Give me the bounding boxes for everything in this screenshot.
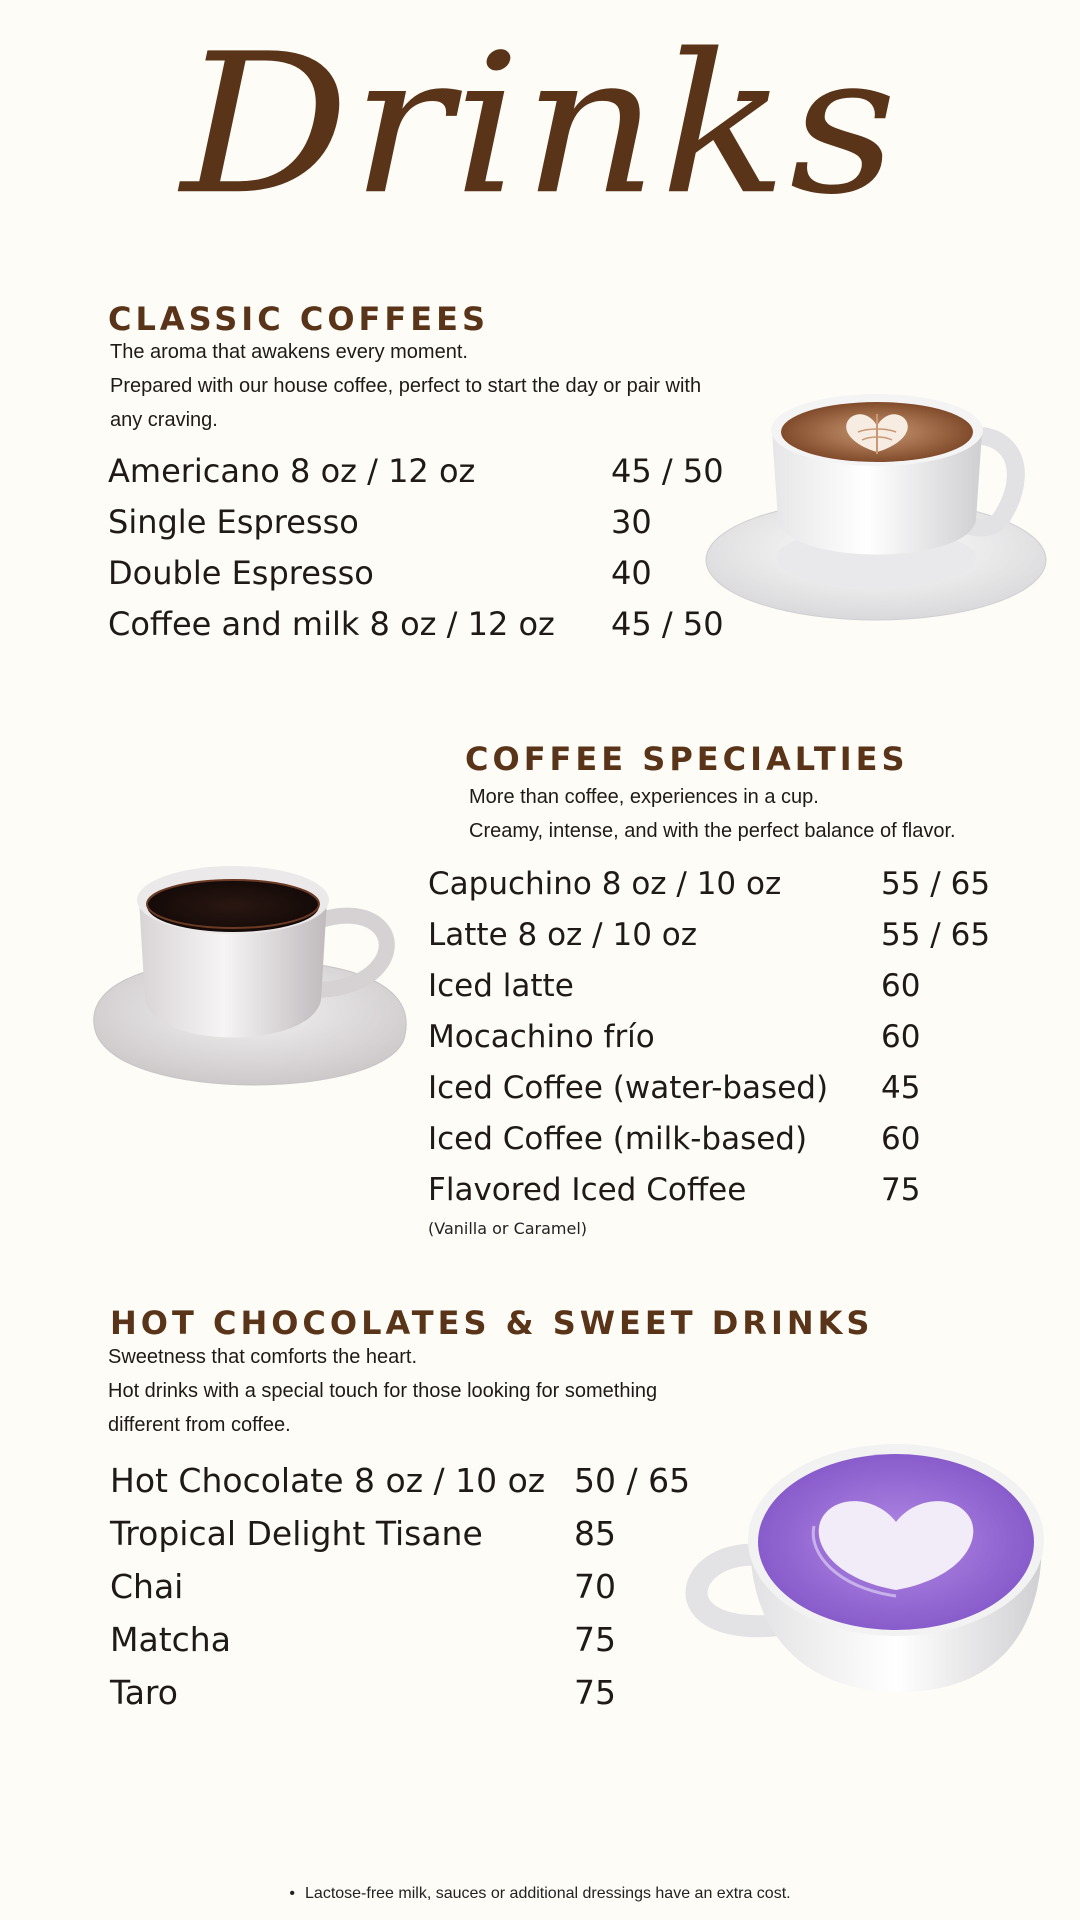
menu-item-price: 50 / 65 bbox=[574, 1461, 691, 1500]
menu-item-name: Coffee and milk 8 oz / 12 oz bbox=[108, 605, 555, 643]
bullet-icon: • bbox=[289, 1885, 296, 1902]
description-line: More than coffee, experiences in a cup. bbox=[469, 786, 819, 808]
section-heading-hot-chocolates: HOT CHOCOLATES & SWEET DRINKS bbox=[110, 1304, 874, 1342]
menu-item-price: 60 bbox=[881, 1121, 921, 1157]
menu-item-price: 45 / 50 bbox=[611, 452, 724, 490]
menu-item-name: Iced Coffee (water-based) bbox=[428, 1070, 829, 1106]
description-line: Creamy, intense, and with the perfect balance of flavor. bbox=[469, 820, 956, 842]
description-line: Hot drinks with a special touch for those looking for something bbox=[108, 1380, 658, 1402]
menu-item-price: 75 bbox=[881, 1172, 921, 1208]
menu-item-name: Latte 8 oz / 10 oz bbox=[428, 917, 698, 953]
menu-item-name: Americano 8 oz / 12 oz bbox=[108, 452, 476, 490]
description-line: The aroma that awakens every moment. bbox=[110, 341, 468, 363]
description-line: Sweetness that comforts the heart. bbox=[108, 1346, 418, 1368]
menu-item-name: Mocachino frío bbox=[428, 1019, 655, 1055]
menu-item-name: Tropical Delight Tisane bbox=[110, 1514, 483, 1553]
footnote bbox=[0, 1885, 1080, 1903]
menu-item-name: Single Espresso bbox=[108, 503, 359, 541]
menu-item-price: 70 bbox=[574, 1567, 616, 1606]
menu-item-price: 60 bbox=[881, 968, 921, 1004]
description-line: any craving. bbox=[110, 409, 218, 431]
black-coffee-cup-icon bbox=[75, 850, 415, 1120]
menu-item-price: 30 bbox=[611, 503, 652, 541]
menu-item-name: Chai bbox=[110, 1567, 184, 1606]
menu-item-name: Double Espresso bbox=[108, 554, 374, 592]
description-line: different from coffee. bbox=[108, 1414, 291, 1436]
page-title: Drinks bbox=[180, 11, 900, 238]
menu-item-price: 45 / 50 bbox=[611, 605, 724, 643]
menu-item-price: 45 bbox=[881, 1070, 921, 1106]
menu-item-price: 85 bbox=[574, 1514, 616, 1553]
menu-item-price: 60 bbox=[881, 1019, 921, 1055]
menu-item-price: 75 bbox=[574, 1620, 616, 1659]
menu-item-name: Taro bbox=[110, 1673, 178, 1712]
section-description-hot-chocolates bbox=[108, 1340, 657, 1442]
section-heading-coffee-specialties: COFFEE SPECIALTIES bbox=[465, 740, 909, 778]
description-line: Prepared with our house coffee, perfect to start the day or pair with bbox=[110, 375, 702, 397]
menu-list-coffee-specialties bbox=[428, 866, 1068, 1236]
menu-item-price: 55 / 65 bbox=[881, 866, 991, 902]
menu-item-name: Flavored Iced Coffee bbox=[428, 1172, 747, 1208]
menu-item-price: 40 bbox=[611, 554, 652, 592]
menu-list-classic-coffees bbox=[108, 452, 748, 662]
section-description-classic-coffees bbox=[110, 335, 701, 437]
menu-item-name: Iced Coffee (milk-based) bbox=[428, 1121, 808, 1157]
menu-item-note: (Vanilla or Caramel) bbox=[428, 1219, 588, 1238]
section-description-coffee-specialties bbox=[469, 780, 956, 848]
menu-item-price: 55 / 65 bbox=[881, 917, 991, 953]
menu-list-hot-chocolates bbox=[110, 1461, 710, 1731]
latte-art-cup-icon bbox=[700, 370, 1060, 630]
menu-item-name: Matcha bbox=[110, 1620, 231, 1659]
section-heading-classic-coffees: CLASSIC COFFEES bbox=[108, 300, 489, 338]
menu-item-price: 75 bbox=[574, 1673, 616, 1712]
menu-item-name: Hot Chocolate 8 oz / 10 oz bbox=[110, 1461, 546, 1500]
taro-latte-cup-icon bbox=[680, 1430, 1050, 1700]
menu-item-name: Iced latte bbox=[428, 968, 574, 1004]
footnote-text: Lactose-free milk, sauces or additional dressings have an extra cost. bbox=[305, 1885, 791, 1902]
menu-item-name: Capuchino 8 oz / 10 oz bbox=[428, 866, 782, 902]
